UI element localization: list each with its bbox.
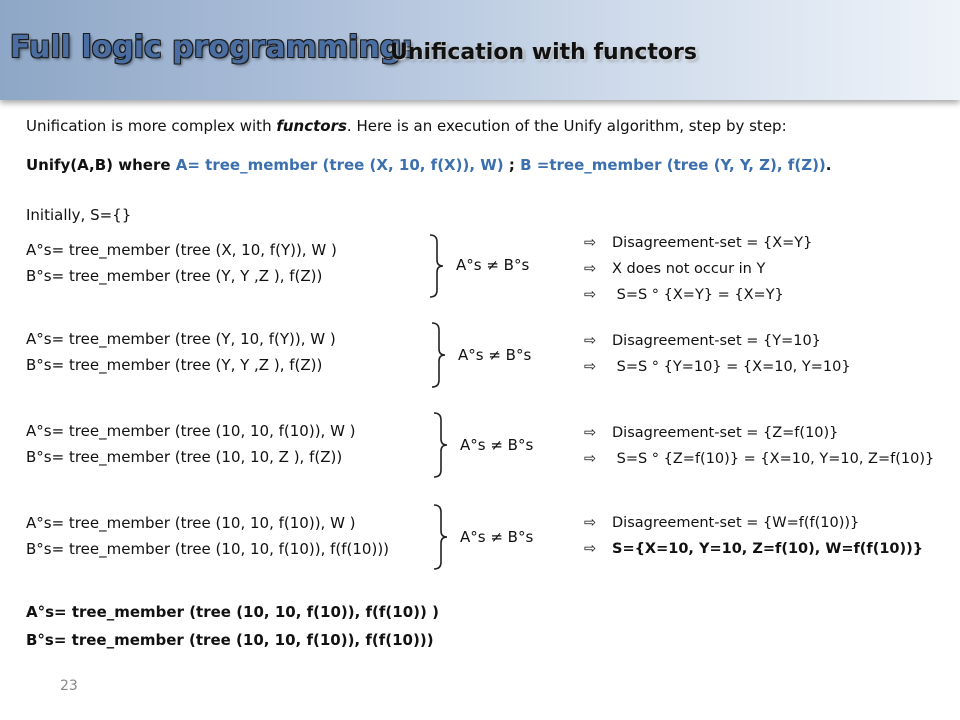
- page-number: 23: [60, 678, 78, 694]
- outline-right-arrow-icon: ⇨: [584, 515, 597, 531]
- result-text: S=S ° {Z=f(10)} = {X=10, Y=10, Z=f(10)}: [612, 451, 935, 467]
- right-brace-icon: [428, 234, 444, 298]
- step-4-b: B°s= tree_member (tree (10, 10, f(10)), f(f(10))): [26, 540, 390, 558]
- step-3-b: B°s= tree_member (tree (10, 10, Z ), f(Z)): [26, 448, 343, 466]
- outline-right-arrow-icon: ⇨: [584, 541, 597, 557]
- step-2-a: A°s= tree_member (tree (Y, 10, f(Y)), W ): [26, 330, 336, 348]
- result-text: Disagreement-set = {W=f(f(10))}: [612, 515, 860, 531]
- result-text: Disagreement-set = {X=Y}: [612, 235, 813, 251]
- right-brace-icon: [432, 412, 448, 478]
- step-1-a: A°s= tree_member (tree (X, 10, f(Y)), W ): [26, 241, 337, 259]
- result-line: [584, 328, 851, 354]
- outline-right-arrow-icon: ⇨: [584, 451, 597, 467]
- result-line: [584, 446, 934, 472]
- result-text: X does not occur in Y: [612, 261, 766, 277]
- step-4-results: [584, 510, 923, 562]
- unify-label: Unify(A,B) where: [26, 156, 176, 174]
- final-unified-terms: [26, 598, 439, 654]
- step-3-not-equal: A°s ≠ B°s: [460, 436, 534, 454]
- outline-right-arrow-icon: ⇨: [584, 235, 597, 251]
- step-4-a: A°s= tree_member (tree (10, 10, f(10)), W ): [26, 514, 356, 532]
- outline-right-arrow-icon: ⇨: [584, 359, 597, 375]
- b-definition: B =tree_member (tree (Y, Y, Z), f(Z)): [520, 156, 826, 174]
- step-4-terms: [26, 510, 389, 562]
- result-line: [584, 282, 812, 308]
- a-definition: A= tree_member (tree (X, 10, f(X)), W): [175, 156, 504, 174]
- outline-right-arrow-icon: ⇨: [584, 333, 597, 349]
- final-b: B°s= tree_member (tree (10, 10, f(10)), f(f(10))): [26, 631, 434, 649]
- intro-post: . Here is an execution of the Unify algorithm, step by step:: [346, 117, 787, 135]
- step-2-b: B°s= tree_member (tree (Y, Y ,Z ), f(Z)): [26, 356, 323, 374]
- result-text: Disagreement-set = {Y=10}: [612, 333, 821, 349]
- step-3-a: A°s= tree_member (tree (10, 10, f(10)), W ): [26, 422, 356, 440]
- step-1-terms: [26, 237, 337, 289]
- step-4-not-equal: A°s ≠ B°s: [460, 528, 534, 546]
- step-1-not-equal: A°s ≠ B°s: [456, 256, 530, 274]
- outline-right-arrow-icon: ⇨: [584, 425, 597, 441]
- result-line: [584, 256, 812, 282]
- right-brace-icon: [430, 322, 446, 388]
- intro-italic: functors: [276, 117, 347, 135]
- step-2-results: [584, 328, 851, 380]
- intro-text: [26, 117, 787, 135]
- step-3-terms: [26, 418, 356, 470]
- step-1-results: [584, 230, 812, 308]
- step-2-terms: [26, 326, 336, 378]
- outline-right-arrow-icon: ⇨: [584, 287, 597, 303]
- result-line: [584, 354, 851, 380]
- unify-end: .: [825, 156, 832, 174]
- result-line: [584, 420, 934, 446]
- page-title: Full logic programming:: [10, 30, 414, 65]
- result-text: S=S ° {X=Y} = {X=Y}: [612, 287, 784, 303]
- intro-pre: Unification is more complex with: [26, 117, 277, 135]
- unify-definition: [26, 156, 831, 174]
- unify-separator: ;: [503, 156, 521, 174]
- outline-right-arrow-icon: ⇨: [584, 261, 597, 277]
- result-text: S=S ° {Y=10} = {X=10, Y=10}: [612, 359, 851, 375]
- initial-substitution: Initially, S={}: [26, 206, 132, 224]
- result-line: [584, 536, 923, 562]
- page-subtitle: Unification with functors: [390, 40, 697, 65]
- step-2-not-equal: A°s ≠ B°s: [458, 346, 532, 364]
- result-line: [584, 230, 812, 256]
- step-1-b: B°s= tree_member (tree (Y, Y ,Z ), f(Z)): [26, 267, 323, 285]
- result-text: Disagreement-set = {Z=f(10)}: [612, 425, 839, 441]
- result-text: S={X=10, Y=10, Z=f(10), W=f(f(10))}: [612, 541, 924, 557]
- result-line: [584, 510, 923, 536]
- final-a: A°s= tree_member (tree (10, 10, f(10)), f(f(10)) ): [26, 603, 439, 621]
- right-brace-icon: [432, 504, 448, 570]
- step-3-results: [584, 420, 934, 472]
